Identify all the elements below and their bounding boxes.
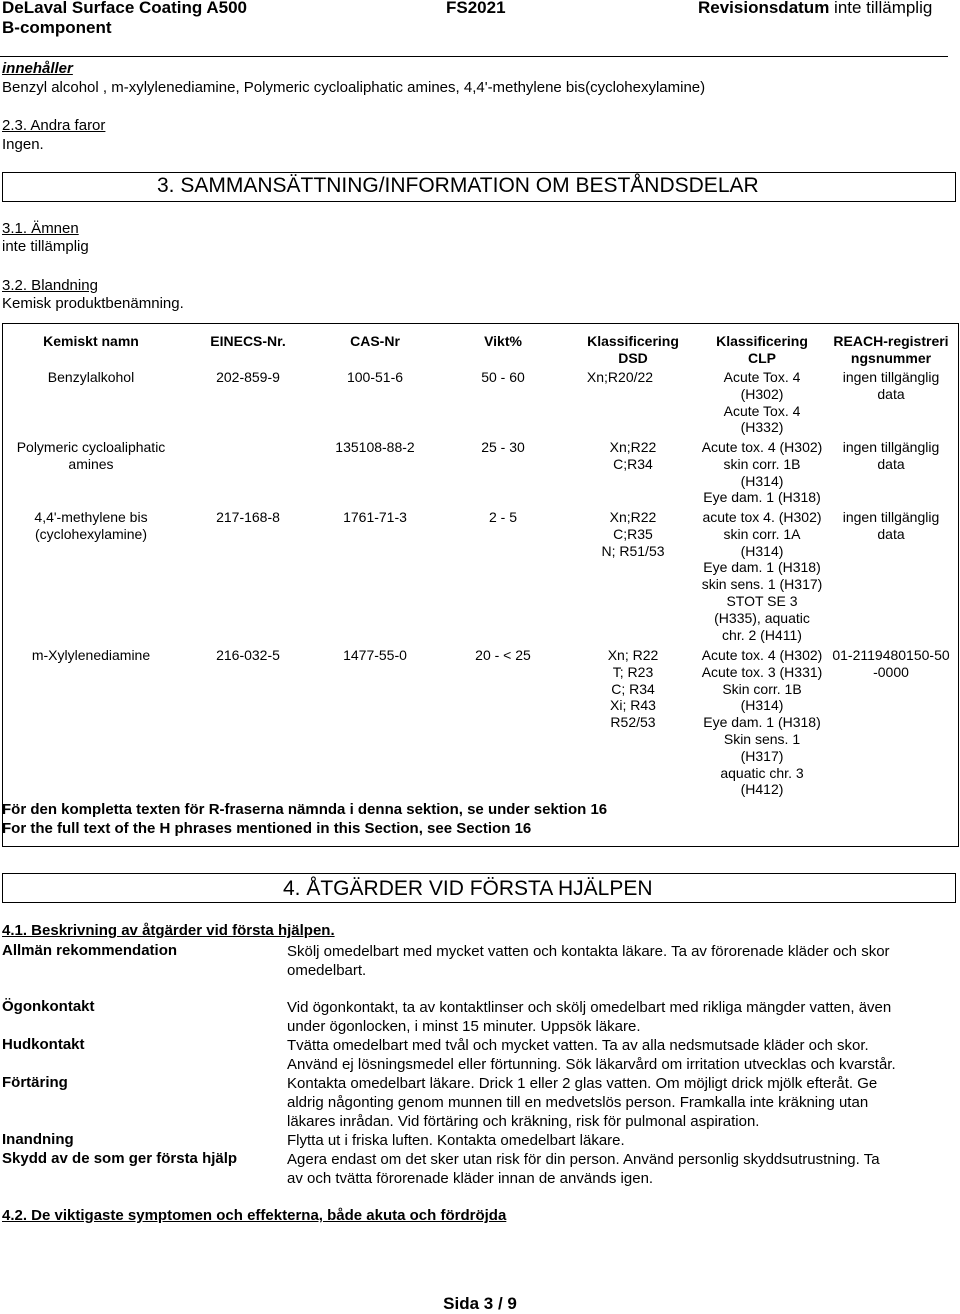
- row2-weight: 2 - 5: [488, 509, 518, 525]
- row3-cas: 1477-55-0: [343, 647, 407, 663]
- revision-date: [698, 0, 932, 18]
- symptoms-subheading: 4.2. De viktigaste symptomen och effekterna, både akuta och fördröjda: [2, 1207, 507, 1224]
- section4-title: 4. ÅTGÄRDER VID FÖRSTA HJÄLPEN: [283, 877, 653, 900]
- page-number: Sida 3 / 9: [443, 1294, 517, 1313]
- section3-title: 3. SAMMANSÄTTNING/INFORMATION OM BESTÅNDSDELAR: [157, 174, 759, 197]
- row3-reach: 01-2119480150-50 -0000: [832, 647, 950, 680]
- row3-clp: Acute tox. 4 (H302) Acute tox. 3 (H331) Skin corr. 1B (H314) Eye dam. 1 (H318) Skin sens. 1 (H317) aquatic chr. 3 (H412): [701, 647, 823, 798]
- label-inhalation: Inandning: [2, 1131, 74, 1148]
- row1-dsd: Xn;R22 C;R34: [609, 439, 657, 472]
- row1-reach: ingen tillgänglig data: [842, 439, 940, 472]
- substances-heading: 3.1. Ämnen: [2, 220, 79, 237]
- label-ingestion: Förtäring: [2, 1074, 68, 1091]
- row2-cas: 1761-71-3: [343, 509, 407, 525]
- doc-code: FS2021: [446, 0, 506, 17]
- h-phrases-note: For the full text of the H phrases mentioned in this Section, see Section 16: [2, 820, 532, 837]
- row2-clp: acute tox 4. (H302) skin corr. 1A (H314) Eye dam. 1 (H318) skin sens. 1 (H317) STOT SE 3 (H335), aquatic chr. 2 (H411): [701, 509, 823, 643]
- th-einecs: EINECS-Nr.: [210, 333, 286, 349]
- text-ingestion: Kontakta omedelbart läkare. Drick 1 eller 2 glas vatten. Om möjligt drick mjölk efteråt. Ge aldrig någonting genom munnen till en medvetslös person. Framkalla inte kräkning utan läkares inrådan. Vid förtäring och kräkning, risk för pulmonal aspiration.: [287, 1075, 878, 1130]
- th-dsd: Klassificering DSD: [587, 333, 679, 366]
- th-cas: CAS-Nr: [350, 333, 400, 349]
- text-inhalation: Flytta ut i friska luften. Kontakta omedelbart läkare.: [287, 1132, 625, 1149]
- label-eye: Ögonkontakt: [2, 998, 95, 1015]
- row3-weight: 20 - < 25: [475, 647, 531, 663]
- text-skin: Tvätta omedelbart med tvål och mycket vatten. Ta av alla nedsmutsade kläder och skor. Använd ej lösningsmedel eller förtunning. Sök läkarvård om irritation utvecklas och kvarstår.: [287, 1037, 896, 1073]
- label-first-aider: Skydd av de som ger första hjälp: [2, 1150, 238, 1167]
- row0-clp: Acute Tox. 4 (H302) Acute Tox. 4 (H332): [723, 369, 801, 436]
- other-hazards-text: Ingen.: [2, 136, 44, 153]
- th-reach: REACH-registreri ngsnummer: [833, 333, 949, 366]
- first-aid-subheading: 4.1. Beskrivning av åtgärder vid första hjälpen.: [2, 922, 335, 939]
- row0-cas: 100-51-6: [346, 369, 404, 385]
- th-weight: Vikt%: [484, 333, 522, 349]
- label-skin: Hudkontakt: [2, 1036, 85, 1053]
- other-hazards-heading: 2.3. Andra faror: [2, 117, 106, 134]
- contains-text: Benzyl alcohol , m-xylylenediamine, Polymeric cycloaliphatic amines, 4,4'-methylene bis(cyclohexylamine): [2, 79, 706, 96]
- text-eye: Vid ögonkontakt, ta av kontaktlinser och skölj omedelbart med rikliga mängder vatten, även under ögonlocken, i minst 15 minuter. Uppsök läkare.: [287, 999, 892, 1035]
- text-general: Skölj omedelbart med mycket vatten och kontakta läkare. Ta av förorenade kläder och skor omedelbart.: [287, 943, 890, 979]
- row0-weight: 50 - 60: [481, 369, 525, 385]
- row0-reach: ingen tillgänglig data: [842, 369, 940, 402]
- th-name: Kemiskt namn: [43, 333, 139, 349]
- row2-dsd: Xn;R22 C;R35 N; R51/53: [601, 509, 665, 559]
- row2-name: 4,4'-methylene bis (cyclohexylamine): [34, 509, 148, 542]
- row2-reach: ingen tillgänglig data: [842, 509, 940, 542]
- row0-dsd: Xn;R20/22: [586, 369, 654, 385]
- row3-dsd: Xn; R22 T; R23 C; R34 Xi; R43 R52/53: [607, 647, 659, 731]
- contains-label: innehåller: [2, 60, 73, 77]
- row1-name: Polymeric cycloaliphatic amines: [16, 439, 166, 472]
- th-clp: Klassificering CLP: [716, 333, 808, 366]
- product-name: DeLaval Surface Coating A500: [2, 0, 248, 17]
- row1-cas: 135108-88-2: [335, 439, 415, 455]
- row2-einecs: 217-168-8: [216, 509, 280, 525]
- row3-name: m-Xylylenediamine: [31, 647, 151, 663]
- mixtures-text: Kemisk produktbenämning.: [2, 295, 184, 312]
- product-component: B-component: [2, 18, 112, 37]
- label-general: Allmän rekommendation: [2, 942, 178, 959]
- row0-einecs: 202-859-9: [216, 369, 280, 385]
- revision-value: inte tillämplig: [834, 0, 933, 17]
- row3-einecs: 216-032-5: [216, 647, 280, 663]
- r-phrases-note: För den kompletta texten för R-fraserna nämnda i denna sektion, se under sektion 16: [2, 801, 608, 818]
- substances-text: inte tillämplig: [2, 238, 89, 255]
- row1-weight: 25 - 30: [481, 439, 525, 455]
- text-first-aider: Agera endast om det sker utan risk för din person. Använd personlig skyddsutrustning. Ta av och tvätta förorenade kläder innan de används igen.: [287, 1151, 880, 1187]
- header-divider: [0, 56, 948, 57]
- row0-name: Benzylalkohol: [47, 369, 135, 385]
- mixtures-heading: 3.2. Blandning: [2, 277, 98, 294]
- revision-label: Revisionsdatum: [698, 0, 830, 17]
- row1-clp: Acute tox. 4 (H302) skin corr. 1B (H314) Eye dam. 1 (H318): [701, 439, 823, 506]
